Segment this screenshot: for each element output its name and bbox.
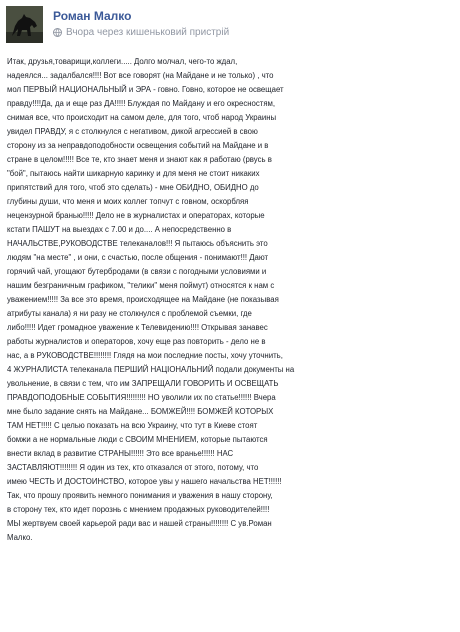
author-name[interactable]: Роман Малко — [53, 9, 132, 23]
post-body — [7, 55, 455, 545]
post-text-line: надеялся... задалбался!!!! Вот все говорят (на Майдане и не только) , что — [7, 71, 274, 80]
post-text-line: ПРАВДОПОДОБНЫЕ СОБЫТИЯ!!!!!!!!! НО уволили их по статье!!!!!! Вчера — [7, 393, 276, 402]
post-text-line: глубины души, что меня и моих коллег топчут с говном, оскорбляя — [7, 197, 249, 206]
post-text-line: МЫ жертвуем своей карьерой ради вас и нашей страны!!!!!!!! С ув.Роман — [7, 519, 272, 528]
post-text-line: стране в целом!!!!! Все те, кто знает меня и знают как я работаю (рвусь в — [7, 155, 272, 164]
post-text-line: нецензурной бранью!!!!! Дело не в журналистах и операторах, которые — [7, 211, 265, 220]
post-text-line: ЗАСТАВЛЯЮТ!!!!!!!! Я один из тех, кто отказался от этого, потому, что — [7, 463, 259, 472]
post-text-line: уважением!!!!! За все это время, происходящее на Майдане (не показывая — [7, 295, 279, 304]
post-text-line: правду!!!!Да, да и еще раз ДА!!!!! Блуждая по Майдану и его окресностям, — [7, 99, 276, 108]
post-text-line: в сторону тех, кто идет порознь с мнением продажных руководителей!!!! — [7, 505, 270, 514]
post-header — [0, 0, 460, 50]
post-text-line: людям "на месте" , и они, с счастью, после общения - понимают!!! Дают — [7, 253, 269, 262]
post-text-line: внести вклад в развитие СТРАНЫ!!!!!! Это все вранье!!!!!! НАС — [7, 449, 234, 458]
post-text-line: либо!!!!! Идет громадное уважение к Телевидению!!!! Открывая занавес — [7, 323, 268, 332]
globe-icon — [53, 28, 62, 37]
post-text-line: 4 ЖУРНАЛИСТА телеканала ПЕРШИЙ НАЦІОНАЛЬНИЙ подали документы на — [7, 365, 295, 374]
post-text-line: припятствий для того, чтоб это сделать) - мне ОБИДНО, ОБИДНО до — [7, 183, 259, 192]
horse-silhouette-icon — [6, 6, 43, 43]
post-text-line: увидел ПРАВДУ, я с столкнулся с негативом, дикой агрессией в свою — [7, 127, 258, 136]
post-timestamp[interactable]: Вчора через кишеньковий пристрій — [66, 27, 230, 38]
post-text-line: кстати ПАШУТ на выездах с 7.00 и до.... А непосредственно в — [7, 225, 232, 234]
post-text-line: НАЧАЛЬСТВЕ,РУКОВОДСТВЕ телеканалов!!! Я пытаюсь объяснить это — [7, 239, 268, 248]
post-text-line: нас, а в РУКОВОДСТВЕ!!!!!!!! Глядя на мои последние посты, хочу уточнить, — [7, 351, 283, 360]
avatar[interactable] — [6, 6, 43, 43]
post-text-line: работы журналистов и операторов, хочу еще раз повторить - дело не в — [7, 337, 266, 346]
post-text-line: Итак, друзья,товарищи,коллеги..... Долго молчал, чего-то ждал, — [7, 57, 238, 66]
post-text-line: "бой", пытаюсь найти шикарную каринку и для меня не стоит никаких — [7, 169, 260, 178]
post-text-line: сторону из за неправдоподобности освещения событий на Майдане и в — [7, 141, 269, 150]
post-text-line: Малко. — [7, 533, 33, 542]
post-text-line: горячий чай, угощают бутербродами (в связи с погодными условиями и — [7, 267, 267, 276]
post-text-line: нашим безграничным графиком, "телики" меня поймут) относятся к нам с — [7, 281, 275, 290]
post-text-line: бомжи а не нормальные люди с СВОИМ МНЕНИЕМ, которые пытаются — [7, 435, 268, 444]
post-text-line: ТАМ НЕТ!!!!! С целью показать на всю Украину, что тут в Киеве стоят — [7, 421, 258, 430]
post-text-line: атрибуты канала) я ни разу не столкнулся с проблемой съемки, где — [7, 309, 252, 318]
post-text-line: снимая все, что происходит на самом деле, для того, чтоб народ Украины — [7, 113, 277, 122]
post-text-line: мне было задание снять на Майдане... БОМЖЕЙ!!!! БОМЖЕЙ КОТОРЫХ — [7, 407, 274, 416]
post-text-line: увольнение, в связи с тем, что им ЗАПРЕЩАЛИ ГОВОРИТЬ И ОСВЕЩАТЬ — [7, 379, 279, 388]
post-text-line: имею ЧЕСТЬ И ДОСТОИНСТВО, которое увы у нашего начальства НЕТ!!!!!! — [7, 477, 282, 486]
post-text-line: Так, что прошу проявить немного понимания и уважения в нашу сторону, — [7, 491, 273, 500]
post-meta — [53, 27, 229, 38]
post-text-line: мол ПЕРВЫЙ НАЦИОНАЛЬНЫЙ и ЭРА - говно. Говно, которое не освещает — [7, 85, 284, 94]
